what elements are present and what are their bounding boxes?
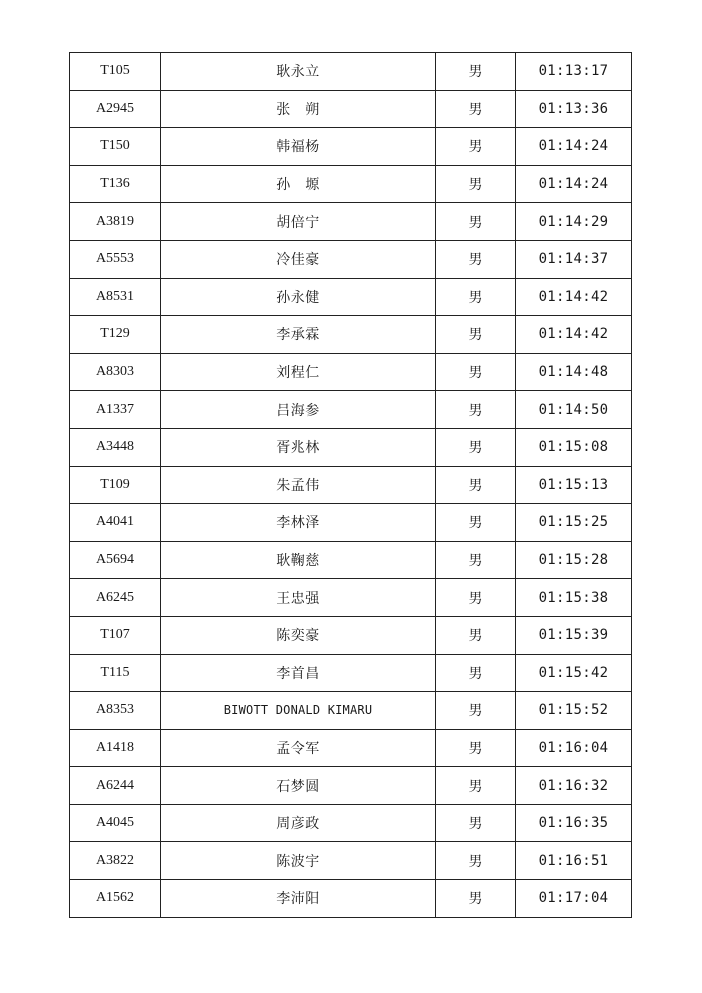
runner-name-cell: 孟令军 — [161, 729, 436, 767]
table-row — [70, 428, 632, 466]
finish-time-cell: 01:14:37 — [516, 240, 632, 278]
finish-time-cell: 01:15:13 — [516, 466, 632, 504]
runner-name-cell: 耿永立 — [161, 53, 436, 91]
runner-name-cell: 耿鞠慈 — [161, 541, 436, 579]
gender-cell: 男 — [436, 466, 516, 504]
table-row — [70, 391, 632, 429]
table-row — [70, 729, 632, 767]
gender-cell: 男 — [436, 128, 516, 166]
gender-cell: 男 — [436, 804, 516, 842]
table-row — [70, 203, 632, 241]
bib-number-cell: T150 — [70, 128, 161, 166]
bib-number-cell: T129 — [70, 316, 161, 354]
gender-cell: 男 — [436, 616, 516, 654]
gender-cell: 男 — [436, 391, 516, 429]
runner-name-cell: 王忠强 — [161, 579, 436, 617]
bib-number-cell: T136 — [70, 165, 161, 203]
runner-name-cell: 孙 塬 — [161, 165, 436, 203]
table-row — [70, 353, 632, 391]
runner-name-cell: 冷佳豪 — [161, 240, 436, 278]
table-row — [70, 128, 632, 166]
runner-name-cell: 吕海参 — [161, 391, 436, 429]
gender-cell: 男 — [436, 729, 516, 767]
table-row — [70, 90, 632, 128]
finish-time-cell: 01:15:39 — [516, 616, 632, 654]
bib-number-cell: A8303 — [70, 353, 161, 391]
gender-cell: 男 — [436, 90, 516, 128]
bib-number-cell: A3819 — [70, 203, 161, 241]
gender-cell: 男 — [436, 541, 516, 579]
runner-name-cell: 朱孟伟 — [161, 466, 436, 504]
finish-time-cell: 01:13:36 — [516, 90, 632, 128]
bib-number-cell: A1418 — [70, 729, 161, 767]
runner-name-cell: 陈波宇 — [161, 842, 436, 880]
runner-name-cell: 李承霖 — [161, 316, 436, 354]
runner-name-cell: 胥兆林 — [161, 428, 436, 466]
gender-cell: 男 — [436, 579, 516, 617]
finish-time-cell: 01:14:42 — [516, 278, 632, 316]
gender-cell: 男 — [436, 203, 516, 241]
bib-number-cell: A3448 — [70, 428, 161, 466]
table-row — [70, 616, 632, 654]
bib-number-cell: A2945 — [70, 90, 161, 128]
table-row — [70, 804, 632, 842]
finish-time-cell: 01:14:29 — [516, 203, 632, 241]
bib-number-cell: A4045 — [70, 804, 161, 842]
gender-cell: 男 — [436, 316, 516, 354]
bib-number-cell: T109 — [70, 466, 161, 504]
gender-cell: 男 — [436, 428, 516, 466]
finish-time-cell: 01:16:35 — [516, 804, 632, 842]
runner-name-cell: 李沛阳 — [161, 880, 436, 918]
finish-time-cell: 01:15:52 — [516, 692, 632, 730]
finish-time-cell: 01:13:17 — [516, 53, 632, 91]
gender-cell: 男 — [436, 353, 516, 391]
finish-time-cell: 01:15:38 — [516, 579, 632, 617]
finish-time-cell: 01:16:04 — [516, 729, 632, 767]
finish-time-cell: 01:14:42 — [516, 316, 632, 354]
gender-cell: 男 — [436, 504, 516, 542]
bib-number-cell: A1337 — [70, 391, 161, 429]
finish-time-cell: 01:16:32 — [516, 767, 632, 805]
runner-name-cell: 韩福杨 — [161, 128, 436, 166]
finish-time-cell: 01:16:51 — [516, 842, 632, 880]
gender-cell: 男 — [436, 842, 516, 880]
bib-number-cell: A6244 — [70, 767, 161, 805]
table-row — [70, 842, 632, 880]
runner-name-cell: 张 朔 — [161, 90, 436, 128]
table-row — [70, 692, 632, 730]
gender-cell: 男 — [436, 880, 516, 918]
bib-number-cell: A8531 — [70, 278, 161, 316]
runner-name-cell: 刘程仁 — [161, 353, 436, 391]
finish-time-cell: 01:14:48 — [516, 353, 632, 391]
runner-name-cell: 陈奕豪 — [161, 616, 436, 654]
gender-cell: 男 — [436, 165, 516, 203]
runner-name-cell: 胡倍宁 — [161, 203, 436, 241]
bib-number-cell: T107 — [70, 616, 161, 654]
table-row — [70, 579, 632, 617]
table-row — [70, 504, 632, 542]
bib-number-cell: T115 — [70, 654, 161, 692]
finish-time-cell: 01:15:28 — [516, 541, 632, 579]
bib-number-cell: A8353 — [70, 692, 161, 730]
gender-cell: 男 — [436, 767, 516, 805]
finish-time-cell: 01:15:25 — [516, 504, 632, 542]
finish-time-cell: 01:15:42 — [516, 654, 632, 692]
runner-name-cell: BIWOTT DONALD KIMARU — [161, 692, 436, 730]
bib-number-cell: T105 — [70, 53, 161, 91]
finish-time-cell: 01:14:50 — [516, 391, 632, 429]
table-row — [70, 541, 632, 579]
table-row — [70, 278, 632, 316]
finish-time-cell: 01:17:04 — [516, 880, 632, 918]
table-row — [70, 654, 632, 692]
table-row — [70, 240, 632, 278]
bib-number-cell: A5694 — [70, 541, 161, 579]
bib-number-cell: A4041 — [70, 504, 161, 542]
table-row — [70, 316, 632, 354]
runner-name-cell: 石梦圆 — [161, 767, 436, 805]
gender-cell: 男 — [436, 240, 516, 278]
gender-cell: 男 — [436, 654, 516, 692]
finish-time-cell: 01:15:08 — [516, 428, 632, 466]
finish-time-cell: 01:14:24 — [516, 128, 632, 166]
runner-name-cell: 李首昌 — [161, 654, 436, 692]
runner-name-cell: 孙永健 — [161, 278, 436, 316]
runner-name-cell: 周彦政 — [161, 804, 436, 842]
finish-time-cell: 01:14:24 — [516, 165, 632, 203]
results-table-body — [70, 53, 632, 918]
table-row — [70, 165, 632, 203]
gender-cell: 男 — [436, 692, 516, 730]
table-row — [70, 466, 632, 504]
bib-number-cell: A1562 — [70, 880, 161, 918]
table-row — [70, 880, 632, 918]
runner-name-cell: 李林泽 — [161, 504, 436, 542]
bib-number-cell: A5553 — [70, 240, 161, 278]
table-row — [70, 767, 632, 805]
gender-cell: 男 — [436, 53, 516, 91]
results-table — [69, 52, 632, 918]
bib-number-cell: A3822 — [70, 842, 161, 880]
gender-cell: 男 — [436, 278, 516, 316]
table-row — [70, 53, 632, 91]
bib-number-cell: A6245 — [70, 579, 161, 617]
